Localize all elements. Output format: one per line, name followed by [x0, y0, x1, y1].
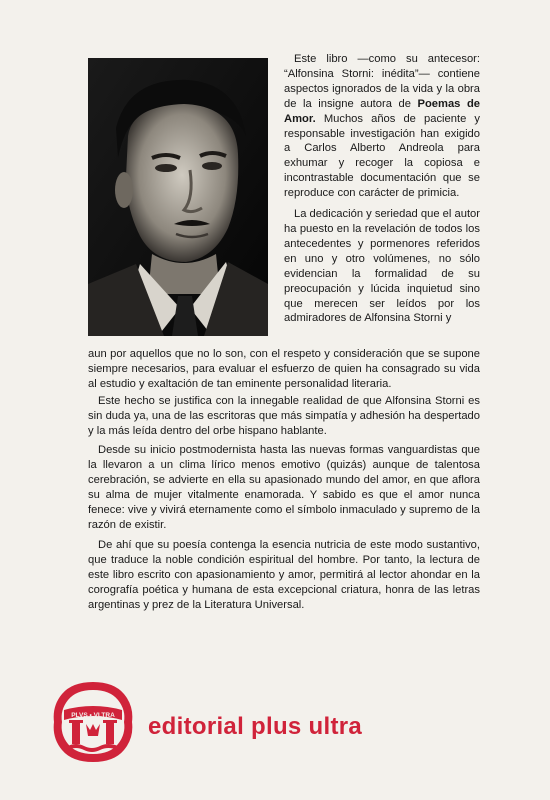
book-title-bold: Poemas de Amor. [284, 97, 481, 125]
paragraph-1-rest: Muchos años de paciente y responsable investigación han exigido a Carlos Alberto Andreola para exhumar y recoger la copiosa e incontrastable documentación que se reproduce con carácter de primicia. [284, 112, 480, 200]
paragraph-4: Desde su inicio postmodernista hasta las nuevas formas vanguardistas que la llevaron a un clima lírico menos emotivo (quizás) aunque de talentosa cerebración, se advierte en ella su apasionado mundo del amor, en que aflora su alma de mujer vitalmente enamorada. Y sabido es que el amor nunca fenece: vive y vivirá eternamente como el símbolo inmaculado y supremo de la razón de existir. [88, 444, 480, 531]
paragraph-1-text: Este libro —como su antecesor: “Alfonsina Storni: inédita”— contiene aspectos ignorados de la vida y la obra de la insigne autora de [284, 53, 480, 110]
paragraph-5: De ahí que su poesía contenga la esencia nutricia de este modo sustantivo, que traduce la noble condición espiritual del hombre. Por tanto, la lectura de este libro escrito con apasionamiento y amor, permitirá al lector ahondar en la corografía poética y humana de esta excepcional criatura, honra de las letras argentinas y prez de la Literatura Universal. [88, 538, 480, 611]
author-photo [88, 58, 268, 336]
top-text-column [284, 52, 480, 326]
svg-text:PLVS • VLTRA: PLVS • VLTRA [71, 712, 115, 719]
publisher-logo [52, 680, 134, 764]
full-width-text [88, 347, 480, 617]
publisher-name: editorial plus ultra [148, 713, 363, 740]
paragraph-2-start: La dedicación y seriedad que el autor ha puesto en la revelación de todos los antecedentes y pormenores referidos en uno y otro volúmenes, no sólo evidencian la formalidad de su preocupación y lúcida inquietud sino que merecen ser leídos por los admiradores de Alfonsina Storni y [284, 208, 480, 325]
author-portrait-icon [88, 58, 268, 336]
paragraph-3: Este hecho se justifica con la innegable realidad de que Alfonsina Storni es sin duda ya, una de las escritoras que más simpatía y adhesión ha despertado y la más leída dentro del orbe hispano hablante. [88, 394, 480, 437]
plus-ultra-emblem-icon [52, 680, 134, 764]
paragraph-2-end: aun por aquellos que no lo son, con el respeto y consideración que se supone siempre necesarios, para evaluar el esfuerzo de quien ha consagrado su vida al estudio y exaltación de tan eminente personalidad literaria. [88, 348, 480, 390]
paragraph-1 [284, 52, 480, 201]
